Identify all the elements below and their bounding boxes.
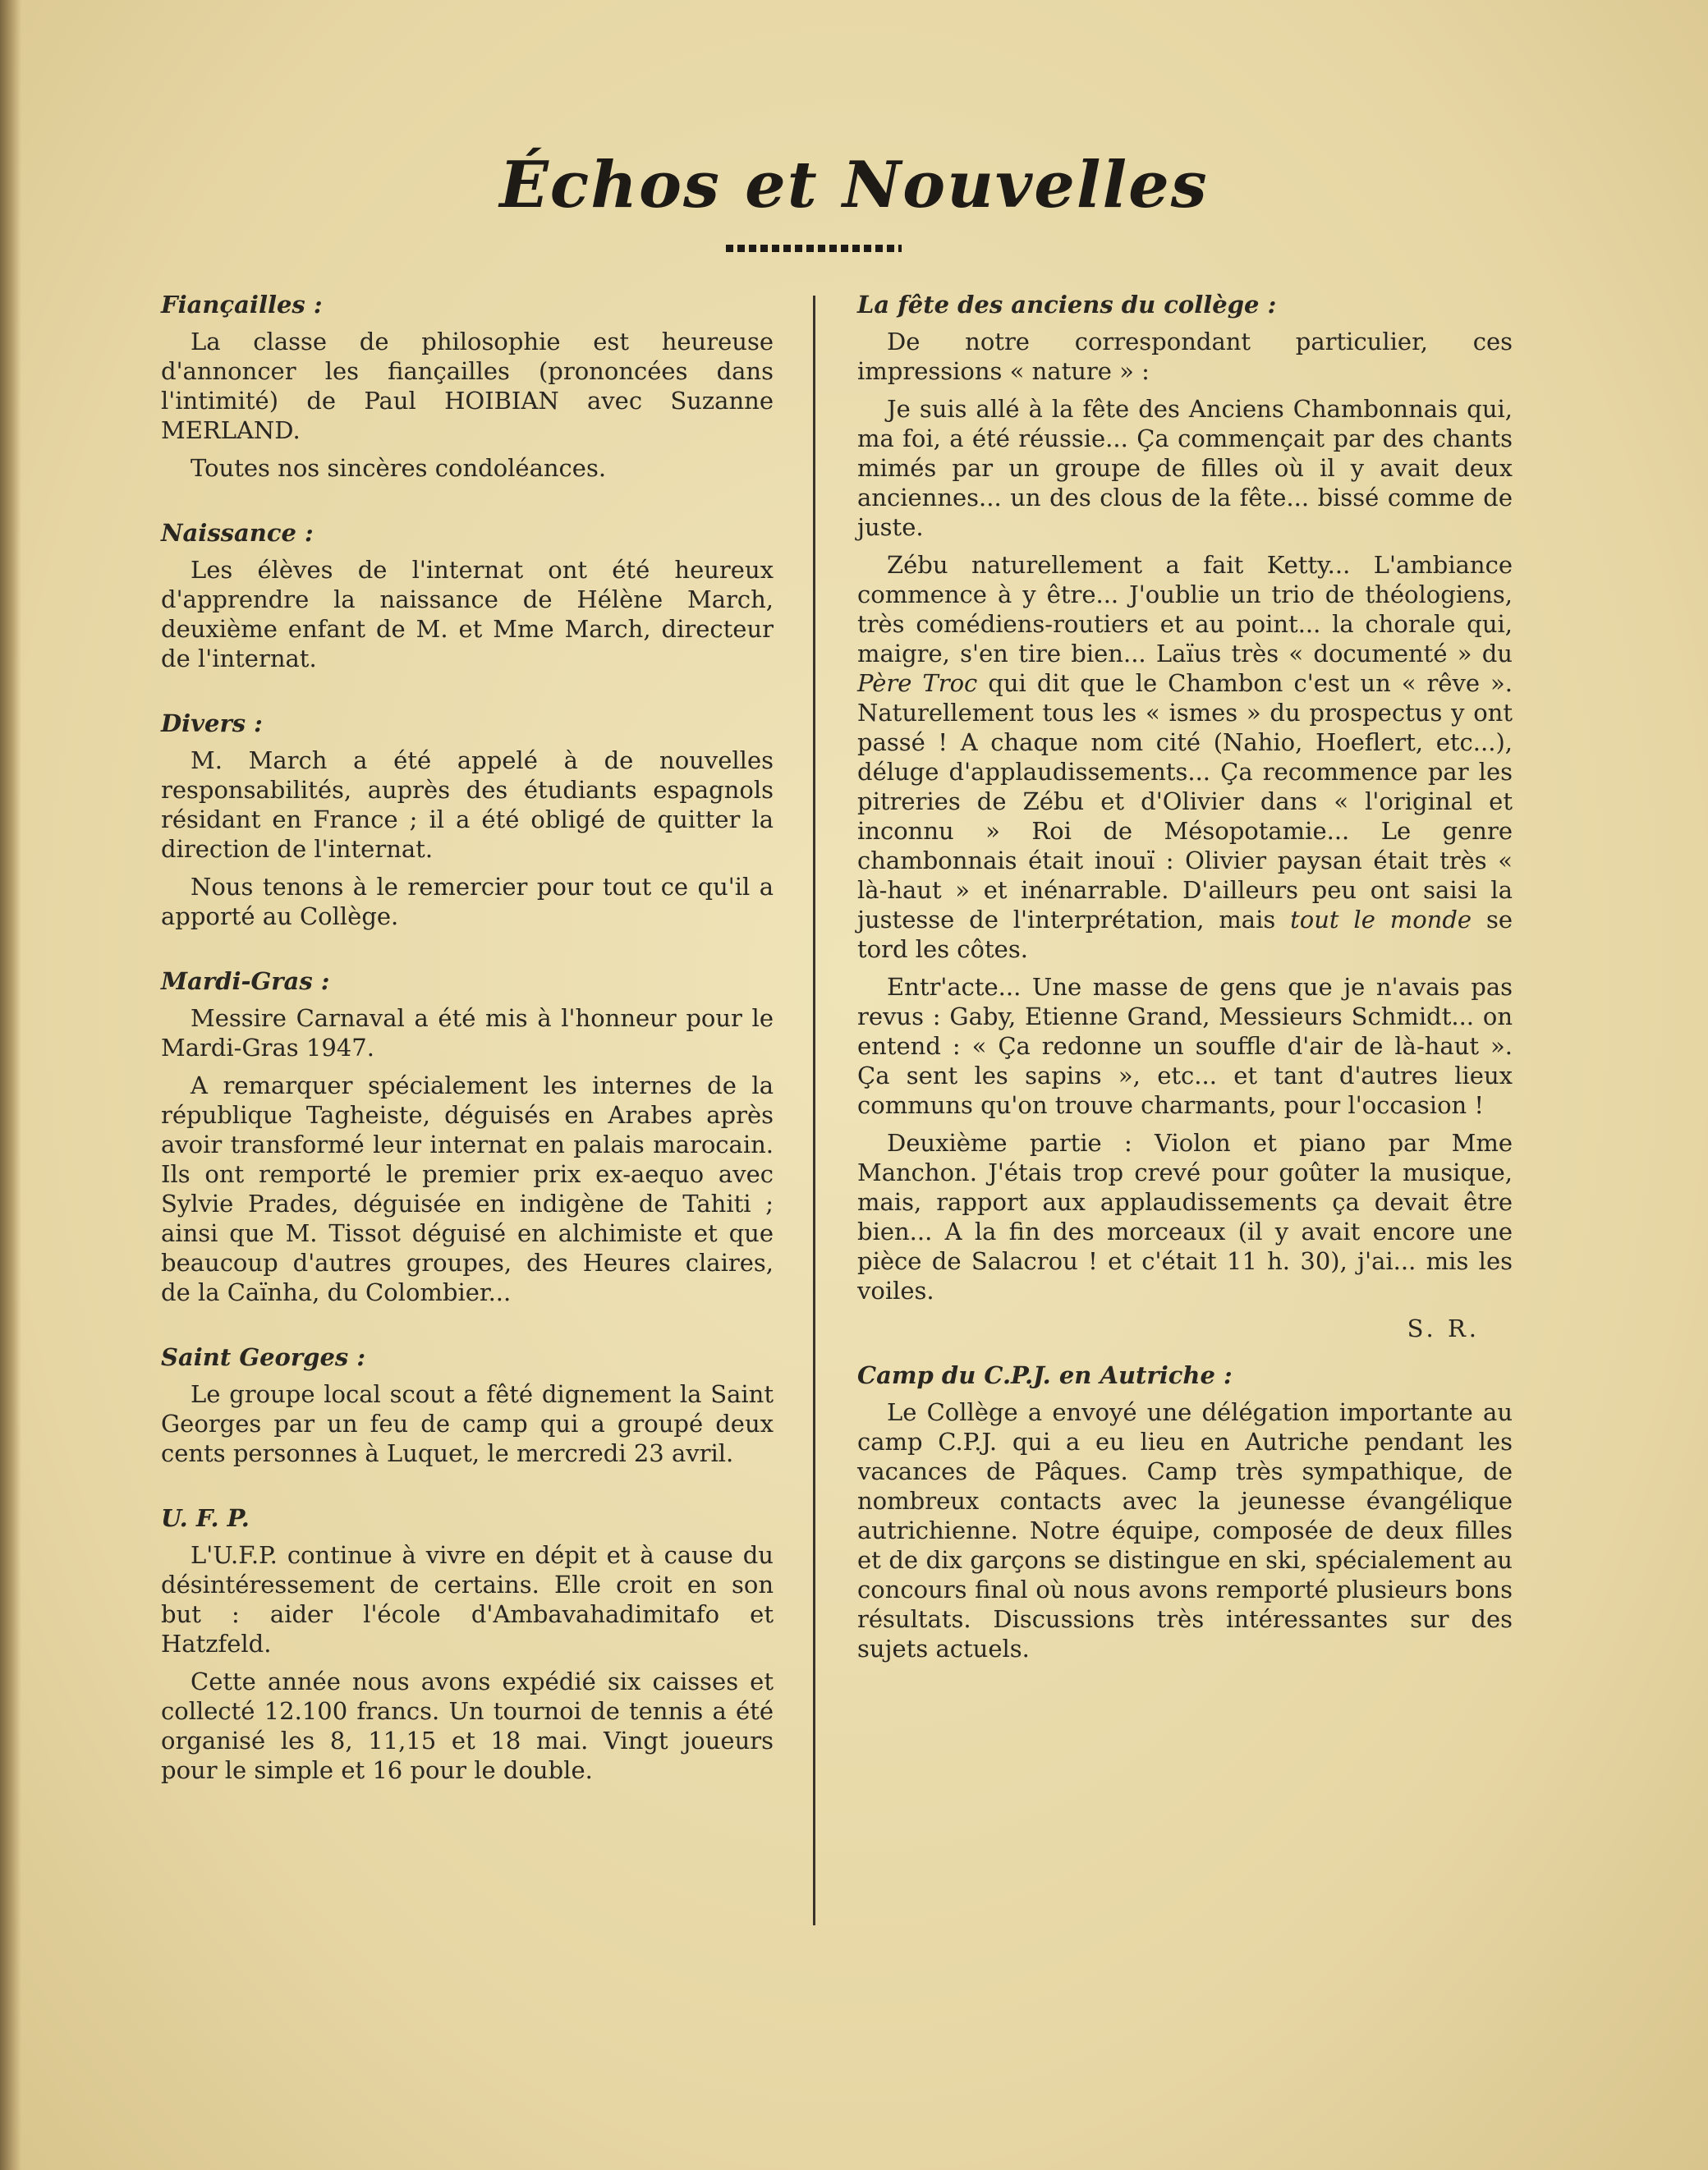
emphasis-text: Père Troc — [857, 669, 978, 697]
page-title: Échos et Nouvelles — [499, 148, 1209, 223]
text-run: Zébu naturellement a fait Ketty... L'ambiance commence à y être... J'oublie un trio de théologiens, très comédiens-routiers et au point... la chorale qui, maigre, s'en tire bien... Laïus très « documenté » du — [857, 551, 1513, 668]
section-heading: Naissance : — [161, 519, 314, 547]
paragraph: Le groupe local scout a fêté dignement la Saint Georges par un feu de camp qui a groupé deux cents personnes à Luquet, le mercredi 23 avril. — [161, 1380, 774, 1467]
section-heading: Fiançailles : — [161, 291, 323, 319]
paragraph: A remarquer spécialement les internes de la république Tagheiste, déguisés en Arabes après avoir transformé leur internat en palais marocain. Ils ont remporté le premier prix ex-aequo avec Sylvie Prades, déguisée en indigène de Tahiti ; ainsi que M. Tissot déguisé en alchimiste et que beaucoup d'autres groupes, des Heures claires, de la Caïnha, du Colombier... — [161, 1071, 774, 1306]
paragraph: M. March a été appelé à de nouvelles responsabilités, auprès des étudiants espagnols résidant en France ; il a été obligé de quitter la direction de l'internat. — [161, 746, 774, 863]
section-heading: Camp du C.P.J. en Autriche : — [857, 1361, 1233, 1389]
section-fiancailles — [161, 289, 774, 483]
section-fete-anciens — [857, 289, 1513, 1343]
signature: S. R. — [1407, 1314, 1480, 1342]
section-divers — [161, 708, 774, 931]
section-heading: Mardi-Gras : — [161, 967, 330, 995]
paragraph: L'U.F.P. continue à vivre en dépit et à cause du désintéressement de certains. Elle croit en son but : aider l'école d'Ambavahadimitafo et Hatzfeld. — [161, 1541, 774, 1658]
section-saint-georges — [161, 1342, 774, 1468]
paragraph: Deuxième partie : Violon et piano par Mme Manchon. J'étais trop crevé pour goûter la musique, mais, rapport aux applaudissements ça devait être bien... A la fin des morceaux (il y avait encore une pièce de Salacrou ! et c'était 11 h. 30), j'ai... mis les voiles. — [857, 1129, 1513, 1305]
paragraph: Les élèves de l'internat ont été heureux d'apprendre la naissance de Hélène March, deuxième enfant de M. et Mme March, directeur de l'internat. — [161, 556, 774, 672]
section-mardi-gras — [161, 966, 774, 1307]
left-column — [161, 289, 774, 1819]
paragraph — [857, 550, 1513, 964]
paragraph: Cette année nous avons expédié six caisses et collecté 12.100 francs. Un tournoi de tennis a été organisé les 8, 11,15 et 18 mai. Vingt joueurs pour le simple et 16 pour le double. — [161, 1668, 774, 1784]
paragraph: Entr'acte... Une masse de gens que je n'avais pas revus : Gaby, Etienne Grand, Messieurs Schmidt... on entend : « Ça redonne un souffle d'air de là-haut ». Ça sent les sapins », etc... et tant d'autres lieux communs qu'on trouve charmants, pour l'occasion ! — [857, 973, 1513, 1119]
text-run: se tord les côtes. — [857, 906, 1513, 963]
section-camp-cpj — [857, 1360, 1513, 1663]
paragraph: La classe de philosophie est heureuse d'annoncer les fiançailles (prononcées dans l'intimité) de Paul HOIBIAN avec Suzanne MERLAND. — [161, 328, 774, 444]
paragraph: Nous tenons à le remercier pour tout ce qu'il a apporté au Collège. — [161, 873, 774, 930]
section-heading: U. F. P. — [161, 1504, 250, 1532]
paragraph: Messire Carnaval a été mis à l'honneur pour le Mardi-Gras 1947. — [161, 1004, 774, 1062]
section-heading: Saint Georges : — [161, 1343, 366, 1371]
emphasis-text: tout le monde — [1290, 906, 1472, 934]
paragraph: Le Collège a envoyé une délégation importante au camp C.P.J. qui a eu lieu en Autriche pendant les vacances de Pâques. Camp très sympathique, de nombreux contacts avec la jeunesse évangélique autrichienne. Notre équipe, composée de deux filles et de dix garçons se distingue en ski, spécialement au concours final où nous avons remporté plusieurs bons résultats. Discussions très intéressantes sur des sujets actuels. — [857, 1398, 1513, 1663]
section-heading: Divers : — [161, 709, 263, 737]
paragraph: Je suis allé à la fête des Anciens Chambonnais qui, ma foi, a été réussie... Ça commençait par des chants mimés par un groupe de filles où il y avait deux anciennes... un des clous de la fête... bissé comme de juste. — [857, 395, 1513, 541]
binding-edge — [0, 0, 21, 2170]
section-naissance — [161, 517, 774, 673]
paragraph: Toutes nos sincères condoléances. — [191, 454, 607, 482]
title-dotted-rule — [726, 245, 902, 252]
right-column — [857, 289, 1513, 1680]
paragraph: De notre correspondant particulier, ces impressions « nature » : — [857, 328, 1513, 385]
section-ufp — [161, 1502, 774, 1785]
section-heading: La fête des anciens du collège : — [857, 291, 1277, 319]
text-run: qui dit que le Chambon c'est un « rêve ». Naturellement tous les « ismes » du prospectus y ont passé ! A chaque nom cité (Nahio, Hoeflert, etc...), déluge d'applaudissements... Ça recommence par les pitreries de Zébu et d'Olivier dans « l'original et inconnu » Roi de Mésopotamie... Le genre chambonnais était inouï : Olivier paysan était très « là-haut » et inénarrable. D'ailleurs peu ont saisi la justesse de l'interprétation, mais — [857, 669, 1513, 934]
column-divider — [813, 296, 815, 1925]
